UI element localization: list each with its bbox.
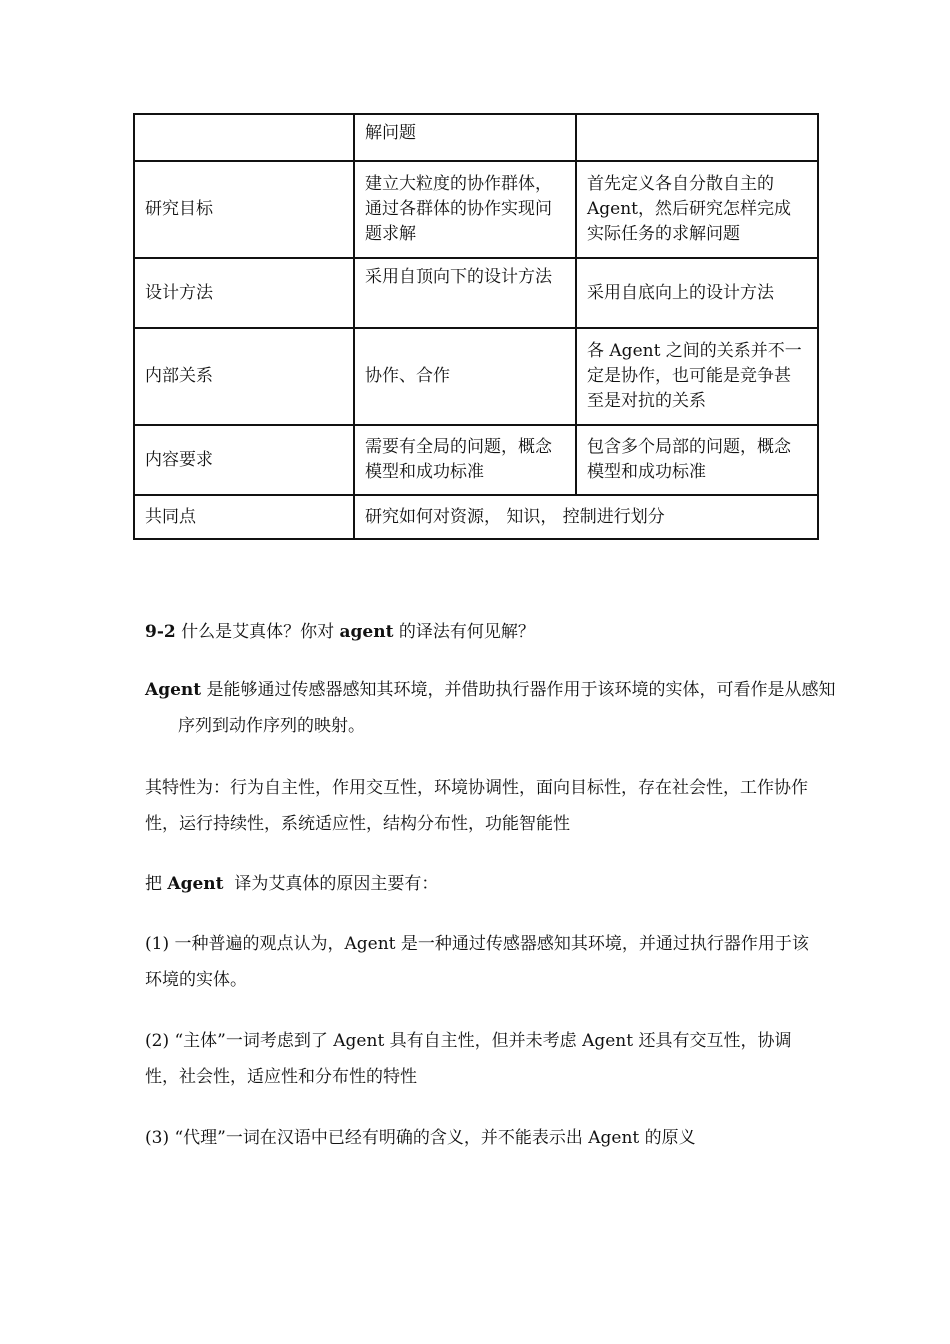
- reasons-intro-prefix: 把: [145, 874, 168, 894]
- definition-keyword: Agent: [145, 680, 202, 700]
- question-number: 9-2: [145, 622, 176, 642]
- table-row-header: 设计方法: [134, 258, 354, 328]
- table-cell: 首先定义各自分散自主的 Agent，然后研究怎样完成实际任务的求解问题: [576, 161, 818, 258]
- table-cell: 采用自底向上的设计方法: [576, 258, 818, 328]
- table-cell: 包含多个局部的问题，概念模型和成功标准: [576, 425, 818, 495]
- comparison-table: [133, 113, 819, 540]
- table-cell: [576, 114, 818, 161]
- question-keyword: agent: [339, 622, 394, 642]
- definition-text: 是能够通过传感器感知其环境，并借助执行器作用于该环境的实体，可看作是从感知序列到动作序列的映射。: [178, 680, 836, 736]
- reasons-intro-keyword: Agent: [167, 874, 224, 894]
- table-row: [134, 161, 818, 258]
- table-cell: 建立大粒度的协作群体，通过各群体的协作实现问题求解: [354, 161, 576, 258]
- table-cell: 各 Agent 之间的关系并不一定是协作，也可能是竞争甚至是对抗的关系: [576, 328, 818, 425]
- table-merged-cell: 研究如何对资源， 知识， 控制进行划分: [354, 495, 818, 539]
- table-row-header: 共同点: [134, 495, 354, 539]
- table-row: [134, 258, 818, 328]
- table-row: [134, 425, 818, 495]
- reasons-intro-suffix: 译为艾真体的原因主要有：: [223, 874, 439, 894]
- definition-paragraph: [145, 672, 848, 744]
- question-text-after: 的译法有何见解？: [393, 622, 535, 642]
- question-heading: [145, 614, 815, 650]
- table-row-header: 内部关系: [134, 328, 354, 425]
- table-row: [134, 114, 818, 161]
- table-cell: 协作、合作: [354, 328, 576, 425]
- reason-item: (1) 一种普遍的观点认为，Agent 是一种通过传感器感知其环境，并通过执行器作用于该环境的实体。: [145, 934, 809, 990]
- table-row-header: 研究目标: [134, 161, 354, 258]
- reason-item: (2) “主体”一词考虑到了 Agent 具有自主性，但并未考虑 Agent 还具有交互性，协调性，社会性，适应性和分布性的特性: [145, 1031, 792, 1087]
- table-row: [134, 328, 818, 425]
- table-row: [134, 495, 818, 539]
- traits-paragraph: 其特性为：行为自主性，作用交互性，环境协调性，面向目标性，存在社会性，工作协作性，运行持续性，系统适应性，结构分布性，功能智能性: [145, 778, 808, 834]
- question-text-before: 什么是艾真体？你对: [175, 622, 340, 642]
- table-cell: [134, 114, 354, 161]
- reason-item: (3) “代理”一词在汉语中已经有明确的含义，并不能表示出 Agent 的原义: [145, 1128, 696, 1148]
- table-cell: 解问题: [354, 114, 576, 161]
- table-row-header: 内容要求: [134, 425, 354, 495]
- reasons-intro: [145, 866, 815, 902]
- table-cell: 采用自顶向下的设计方法: [354, 258, 576, 328]
- table-cell: 需要有全局的问题，概念模型和成功标准: [354, 425, 576, 495]
